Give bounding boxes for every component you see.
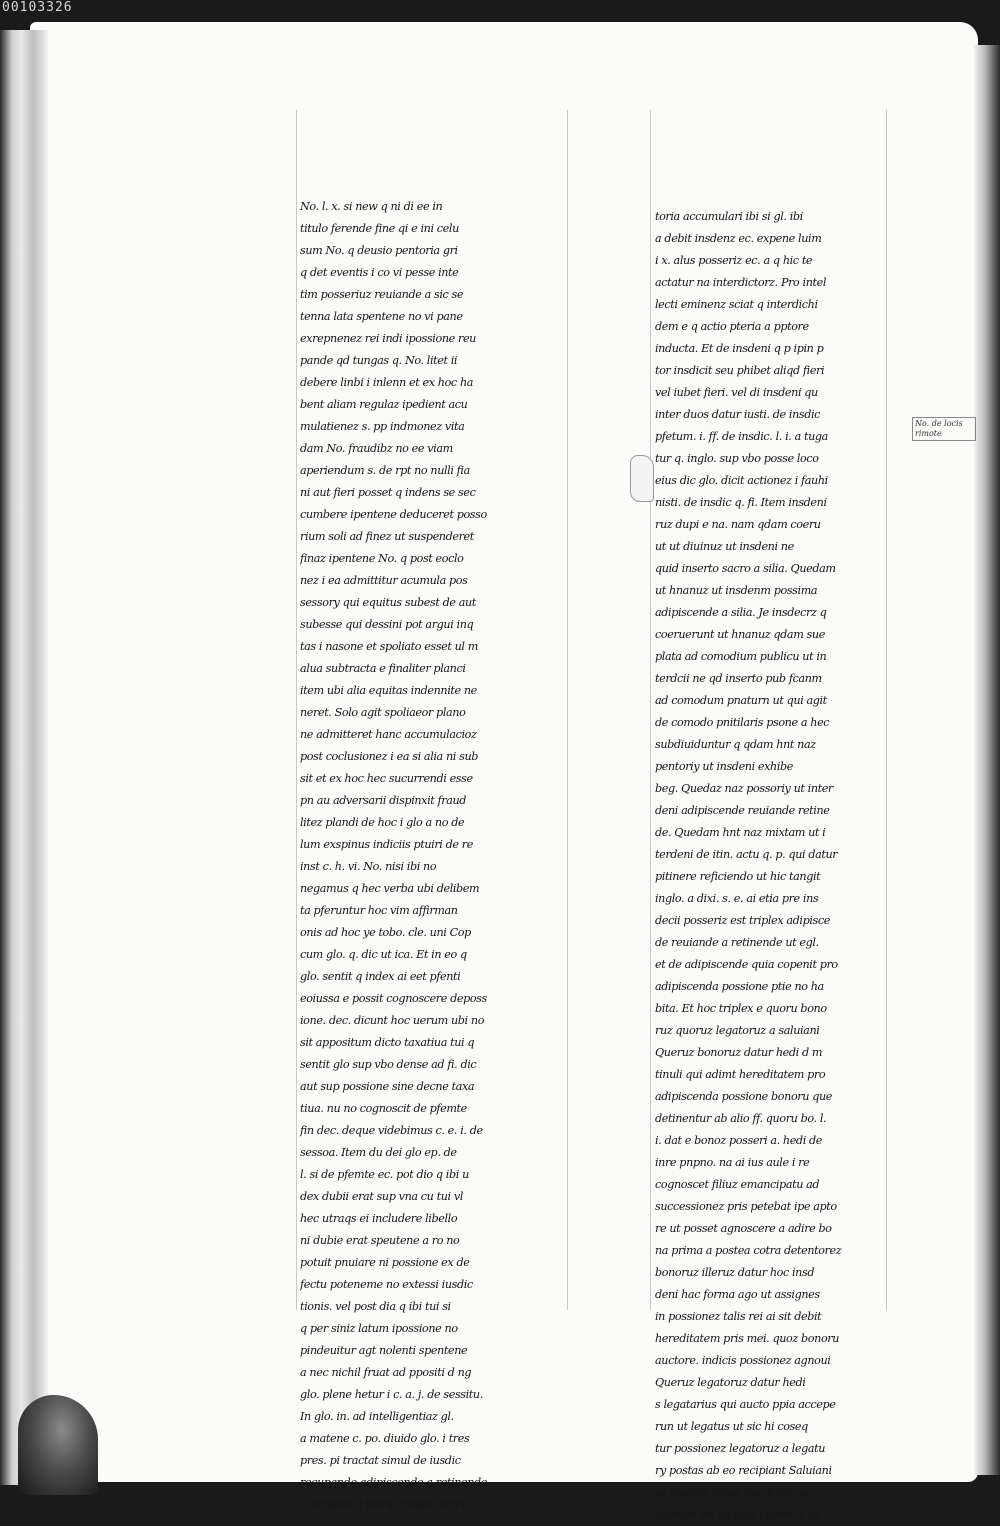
text-line: neret. Solo agit spoliaeor plano xyxy=(300,706,466,719)
text-line: nez i ea admittitur acumula pos xyxy=(300,574,468,587)
text-column-left xyxy=(300,196,562,1516)
text-line: tas i nasone et spoliato esset ul m xyxy=(300,640,478,653)
text-line: coeruerunt ut hnanuz qdam sue xyxy=(655,628,825,641)
text-line: glo. sentit q index ai eet pfenti xyxy=(300,970,461,983)
text-line: terdcii ne qd inserto pub fcanm xyxy=(655,672,822,685)
text-line: glo. plene hetur i c. a. j. de sessitu. xyxy=(300,1388,483,1401)
text-line: q per siniz latum ipossione no xyxy=(300,1322,458,1335)
text-line: et de adipiscende quia copenit pro xyxy=(655,958,838,971)
text-column-right xyxy=(655,206,910,1526)
text-line: actatur na interdictorz. Pro intel xyxy=(655,276,827,289)
text-line: z declarat q illeruz possit ni pct xyxy=(300,1498,466,1511)
text-line: l. si de pfemte ec. pot dio q ibi u xyxy=(300,1168,469,1181)
text-line: aperiendum s. de rpt no nulli fia xyxy=(300,464,470,477)
page-edge-left xyxy=(0,30,48,1485)
text-line: re ut posset agnoscere a adire bo xyxy=(655,1222,832,1235)
text-line: quid inserto sacro a silia. Quedam xyxy=(655,562,836,575)
text-line: potuit pnuiare ni possione ex de xyxy=(300,1256,470,1269)
text-line: tionis. vel post dia q ibi tui si xyxy=(300,1300,451,1313)
text-line: pres. pi tractat simul de iusdic xyxy=(300,1454,461,1467)
text-line: q det eventis i co vi pesse inte xyxy=(300,266,459,279)
text-line: adipiscenda possione ptie no ha xyxy=(655,980,824,993)
text-line: vel iubet fieri. vel di insdeni qu xyxy=(655,386,818,399)
text-line: exrepnenez rei indi ipossione reu xyxy=(300,332,476,345)
text-line: de reuiande a retinende ut egl. xyxy=(655,936,819,949)
text-line: bita. Et hoc triplex e quoru bono xyxy=(655,1002,827,1015)
text-line: ione. dec. dicunt hoc uerum ubi no xyxy=(300,1014,485,1027)
text-line: ni dubie erat speutene a ro no xyxy=(300,1234,460,1247)
text-line: tiua. nu no cognoscit de pfemte xyxy=(300,1102,467,1115)
text-line: cum glo. q. dic ut ica. Et in eo q xyxy=(300,948,467,961)
text-line: adipiscende a silia. Je insdecrz q xyxy=(655,606,827,619)
text-line: dem e q actio pteria a pptore xyxy=(655,320,809,333)
text-line: Queruz legatoruz datur hedi xyxy=(655,1376,806,1389)
text-line: inter duos datur iusti. de insdic xyxy=(655,408,821,421)
text-line: sit appositum dicto taxatiua tui q xyxy=(300,1036,475,1049)
text-line: lecti eminenz sciat q interdichi xyxy=(655,298,818,311)
text-line: eoiussa e possit cognoscere deposs xyxy=(300,992,487,1005)
text-line: item ubi alia equitas indennite ne xyxy=(300,684,477,697)
text-line: ve insdeni datur duo p ieb qs xyxy=(655,1486,809,1499)
text-line: titulo ferende fine qi e ini celu xyxy=(300,222,459,235)
text-line: ni aut fieri posset q indens se sec xyxy=(300,486,476,499)
text-line: ut hnanuz ut insdenm possima xyxy=(655,584,818,597)
text-line: ad comodum pnaturn ut qui agit xyxy=(655,694,827,707)
text-line: bonoruz illeruz datur hoc insd xyxy=(655,1266,815,1279)
page-edge-right xyxy=(974,45,1000,1475)
text-line: pentoriy ut insdeni exhibe xyxy=(655,760,794,773)
text-line: na prima a postea cotra detentorez xyxy=(655,1244,842,1257)
text-line: In glo. in. ad intelligentiaz gl. xyxy=(300,1410,454,1423)
text-line: mulatienez s. pp indmonez vita xyxy=(300,420,465,433)
text-line: tim posseriuz reuiande a sic se xyxy=(300,288,464,301)
text-line: decii posseriz est triplex adipisce xyxy=(655,914,830,927)
text-line: inglo. a dixi. s. e. ai etia pre ins xyxy=(655,892,819,905)
text-line: bent aliam regulaz ipedient acu xyxy=(300,398,468,411)
text-line: subesse qui dessini pot argui inq xyxy=(300,618,474,631)
text-line: a debit insdenz ec. expene luim xyxy=(655,232,822,245)
text-line: subdiuiduntur q qdam hnt naz xyxy=(655,738,816,751)
text-line: pande qd tungas q. No. litet ii xyxy=(300,354,458,367)
text-line: a matene c. po. diuido glo. i tres xyxy=(300,1432,470,1445)
text-line: tinuli qui adimt hereditatem pro xyxy=(655,1068,826,1081)
text-line: recupande adipiscende a retinende xyxy=(300,1476,488,1489)
text-line: inst c. h. vi. No. nisi ibi no xyxy=(300,860,437,873)
text-line: inducta. Et de insdeni q p ipin p xyxy=(655,342,824,355)
text-line: s legatarius qui aucto ppia accepe xyxy=(655,1398,836,1411)
ruling-line xyxy=(650,110,651,1310)
text-line: dex dubii erat sup vna cu tui vl xyxy=(300,1190,463,1203)
text-line: aut sup possione sine decne taxa xyxy=(300,1080,475,1093)
text-line: plata ad comodium publicu ut in xyxy=(655,650,827,663)
text-line: i. dat e bonoz posseri a. hedi de xyxy=(655,1134,823,1147)
text-line: eius dic glo. dicit actionez i fauhi xyxy=(655,474,828,487)
text-line: tur q. inglo. sup vbo posse loco xyxy=(655,452,819,465)
text-line: ry postas ab eo recipiant Saluiani xyxy=(655,1464,832,1477)
text-line: sentit glo sup vbo dense ad fi. dic xyxy=(300,1058,477,1071)
text-line: sit et ex hoc hec sucurrendi esse xyxy=(300,772,473,785)
ruling-line xyxy=(296,110,297,1310)
text-line: sessory qui equitus subest de aut xyxy=(300,596,476,609)
text-line: pindeuitur agt nolenti spentene xyxy=(300,1344,468,1357)
text-line: lum exspinus indiciis ptuiri de re xyxy=(300,838,473,851)
text-line: cumbere ipentene deduceret posso xyxy=(300,508,487,521)
text-line: tor insdicit seu phibet aliqd fieri xyxy=(655,364,825,377)
text-line: hec utraqs ei includere libello xyxy=(300,1212,458,1225)
text-line: dam No. fraudibz no ee viam xyxy=(300,442,453,455)
marginal-note: No. de locis rimote xyxy=(912,417,976,441)
text-line: de comodo pnitilaris psone a hec xyxy=(655,716,830,729)
text-line: litez plandi de hoc i glo a no de xyxy=(300,816,465,829)
text-line: adipiscenda possione bonoru que xyxy=(655,1090,832,1103)
text-line: pfetum. i. ff. de insdic. l. i. a tuga xyxy=(655,430,828,443)
text-line: ut ut diuinuz ut insdeni ne xyxy=(655,540,794,553)
text-line: hereditatem pris mei. quoz bonoru xyxy=(655,1332,840,1345)
text-line: ta pferuntur hoc vim affirman xyxy=(300,904,458,917)
text-line: in possionez talis rei ai sit debit xyxy=(655,1310,822,1323)
text-line: i x. alus posseriz ec. a q hic te xyxy=(655,254,813,267)
text-line: detinentur ab alio ff. quoru bo. l. xyxy=(655,1112,827,1125)
text-line: alua subtracta e finaliter planci xyxy=(300,662,466,675)
text-line: finaz ipentene No. q post eoclo xyxy=(300,552,464,565)
text-line: sum No. q deusio pentoria gri xyxy=(300,244,458,257)
text-line: a nec nichil fruat ad ppositi d ng xyxy=(300,1366,472,1379)
text-line: beg. Quedaz naz possoriy ut inter xyxy=(655,782,833,795)
text-line: ruz quoruz legatoruz a saluiani xyxy=(655,1024,820,1037)
text-line: pitinere reficiendo ut hic tangit xyxy=(655,870,821,883)
text-line: terdeni de itin. actu q. p. qui datur xyxy=(655,848,838,861)
text-line: tenna lata spentene no vi pane xyxy=(300,310,463,323)
text-line: deni hac forma ago ut assignes xyxy=(655,1288,820,1301)
text-line: auctore. indicis possionez agnoui xyxy=(655,1354,831,1367)
text-line: Queruz bonoruz datur hedi d m xyxy=(655,1046,823,1059)
text-line: sessoa. Item du dei glo ep. de xyxy=(300,1146,457,1159)
text-line: rium soli ad finez ut suspenderet xyxy=(300,530,474,543)
text-line: deni adipiscende reuiande retine xyxy=(655,804,830,817)
text-line: run ut legatus ut sic hi coseq xyxy=(655,1420,808,1433)
text-line: de. Quedam hnt naz mixtam ut i xyxy=(655,826,826,839)
text-line: fin dec. deque videbimus c. e. i. de xyxy=(300,1124,483,1137)
text-line: onis ad hoc ye tobo. cle. uni Cop xyxy=(300,926,471,939)
text-line: ruz dupi e na. nam qdam coeru xyxy=(655,518,821,531)
text-line: debere linbi i inlenn et ex hoc ha xyxy=(300,376,474,389)
text-line: pn au adversarii dispinxit fraud xyxy=(300,794,467,807)
text-line: ne admitteret hanc accumulacioz xyxy=(300,728,477,741)
text-line: nisti. de insdic q. fi. Item insdeni xyxy=(655,496,827,509)
text-line: negamus q hec verba ubi delibem xyxy=(300,882,480,895)
ruling-line xyxy=(567,110,568,1310)
text-line: fectu poteneme no extessi iusdic xyxy=(300,1278,473,1291)
text-line: No. l. x. si new q ni di ee in xyxy=(300,200,443,213)
text-line: cognoscet filiuz emancipatu ad xyxy=(655,1178,820,1191)
thumb-holding-page xyxy=(18,1395,98,1495)
text-line: post coclusionez i ea si alia ni sub xyxy=(300,750,479,763)
manicule-mark xyxy=(630,455,654,502)
text-line: tur possionez legatoruz a legatu xyxy=(655,1442,825,1455)
text-line: successionez pris petebat ipe apto xyxy=(655,1200,837,1213)
film-frame-number: 00103326 xyxy=(2,0,73,15)
text-line: colonus vel equilus i fundo l. do xyxy=(655,1508,822,1521)
text-line: toria accumulari ibi si gl. ibi xyxy=(655,210,803,223)
text-line: inre pnpno. na ai ius aule i re xyxy=(655,1156,810,1169)
